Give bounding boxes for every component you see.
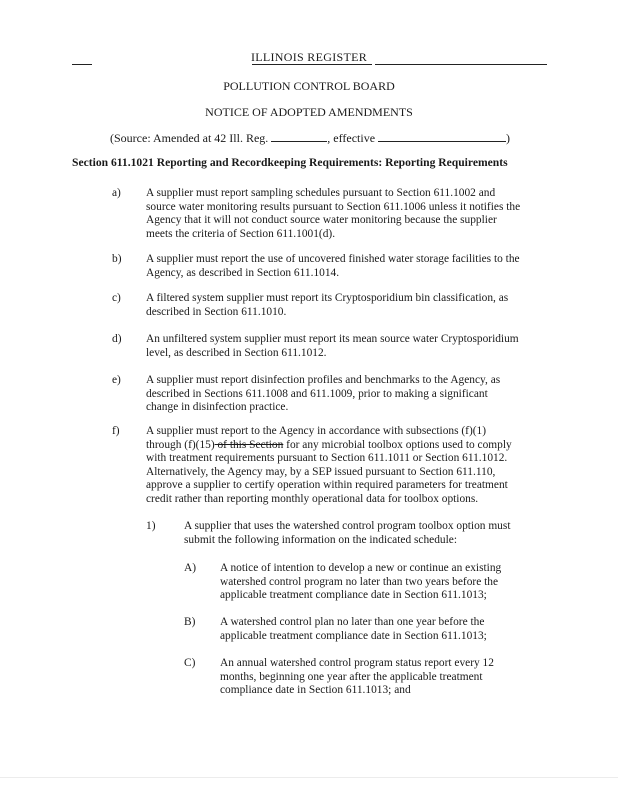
paragraph-text [146,187,546,241]
source-close: ) [506,131,511,145]
paragraph-line: Agency, as described in Section 611.1014. [146,266,340,279]
paragraph-line: source water monitoring results pursuant to Section 611.1006 unless it notifies the [146,200,521,213]
paragraph-line: Agency that it will not conduct source water monitoring because the supplier [146,214,497,227]
paragraph-label: d) [112,333,122,345]
paragraph-line: A filtered system supplier must report its Cryptosporidium bin classification, as [146,292,509,304]
subsection-text [184,520,544,547]
paragraph-line: described in Section 611.1010. [146,305,287,318]
notice-title: NOTICE OF ADOPTED AMENDMENTS [205,105,413,119]
paragraph-line: A supplier must report the use of uncovered finished water storage facilities to the [146,253,520,265]
line-text: through (f)(15) [146,438,215,451]
source-blank-reg [271,130,327,142]
source-effective: , effective [327,131,376,145]
subitem-line: applicable treatment compliance date in Section 611.1013; [220,629,487,642]
subitem-line: A notice of intention to develop a new or continue an existing [220,562,502,574]
section-heading: Section 611.1021 Reporting and Recordkeeping Requirements: Reporting Requirements [72,156,508,169]
paragraph-line: A supplier must report sampling schedules pursuant to Section 611.1002 and [146,187,496,199]
subitem-line: compliance date in Section 611.1013; and [220,684,411,697]
subitem-line: A watershed control plan no later than one year before the [220,616,485,628]
paragraph-line [146,439,546,453]
subitem-text [220,616,540,643]
subitem-line: applicable treatment compliance date in Section 611.1013; [220,589,487,602]
paragraph-text [146,333,546,360]
subitem-text [220,562,540,603]
paragraph-label: b) [112,253,122,265]
paragraph-line: level, as described in Section 611.1012. [146,346,327,359]
paragraph-text [146,292,546,319]
subitem-text [220,657,540,698]
paragraph-rest [146,452,546,506]
subsection-line: A supplier that uses the watershed control program toolbox option must [184,520,511,532]
paragraph-text [146,374,546,415]
paragraph-line: credit rather than reporting monthly operational data for toolbox options. [146,492,479,505]
paragraph-text [146,253,546,280]
source-line [110,130,540,146]
source-prefix: (Source: Amended at 42 Ill. Reg. [110,131,269,145]
register-title: ILLINOIS REGISTER [250,50,368,64]
subitem-line: watershed control program no later than two years before the [220,575,499,588]
subsection-line: submit the following information on the indicated schedule: [184,533,458,546]
paragraph-line: change in disinfection practice. [146,401,289,414]
paragraph-line: meets the criteria of Section 611.1001(d). [146,227,336,240]
scan-edge [0,777,618,778]
line-text: for any microbial toolbox options used to comply [283,438,512,451]
struck-text: of this Section [214,438,284,451]
paragraph-line: Alternatively, the Agency may, by a SEP issued pursuant to Section 611.110, [146,465,496,478]
paragraph-line: A supplier must report to the Agency in accordance with subsections (f)(1) [146,425,487,437]
paragraph-line: An unfiltered system supplier must report its mean source water Cryptosporidium [146,333,519,345]
paragraph-line: A supplier must report disinfection profiles and benchmarks to the Agency, as [146,374,501,386]
subsection-label: 1) [146,520,156,532]
subitem-label: A) [184,562,197,574]
subitem-label: C) [184,657,196,669]
paragraph-label: c) [112,292,121,304]
subitem-label: B) [184,616,196,628]
subitem-line: months, beginning one year after the applicable treatment [220,670,483,683]
paragraph-label: f) [112,425,120,437]
paragraph-label: e) [112,374,121,386]
subitem-line: An annual watershed control program status report every 12 [220,657,494,669]
paragraph-line: with treatment requirements pursuant to Section 611.1011 or Section 611.1012. [146,452,508,465]
board-title: POLLUTION CONTROL BOARD [223,79,395,93]
paragraph-line: described in Sections 611.1008 and 611.1009, prior to making a significant [146,387,488,400]
source-blank-date [378,130,506,142]
paragraph-label: a) [112,187,121,199]
paragraph-line: approve a supplier to certify operation within required parameters for treatment [146,479,508,492]
paragraph-text [146,425,546,507]
